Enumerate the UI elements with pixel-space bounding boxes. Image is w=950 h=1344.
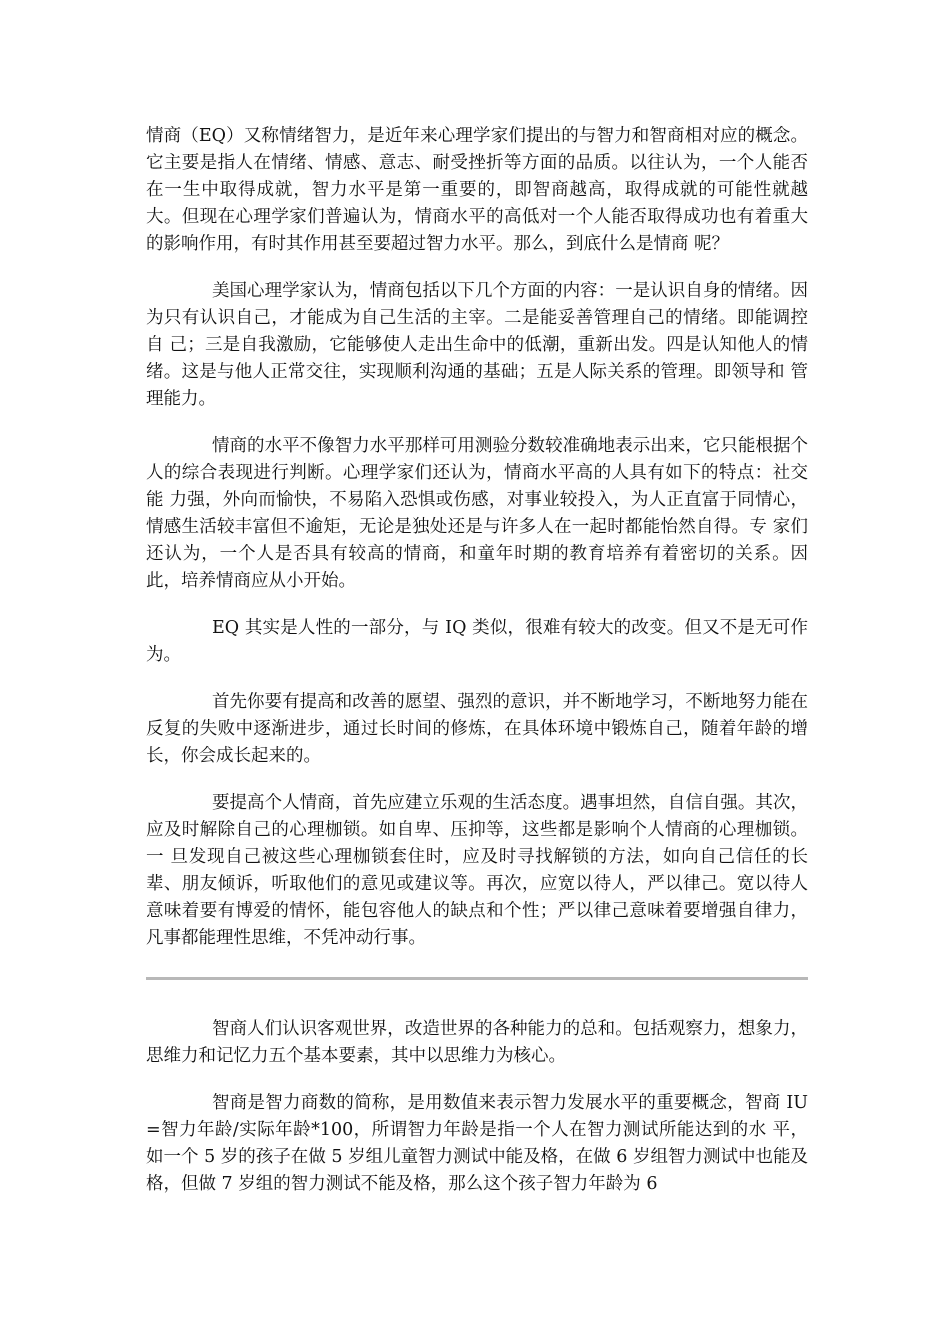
- paragraph-eq-components: 美国心理学家认为，情商包括以下几个方面的内容：一是认识自身的情绪。因为只有认识自己，才能成为自己生活的主宰。二是能妥善管理自己的情绪。即能调控自 己；三是自我激励，它能够使人走出生命中的低潮，重新出发。四是认知他人的情绪。这是与他人正常交往，实现顺利沟通的基础；五是人际关系的管理。即领导和 管理能力。: [146, 281, 808, 409]
- paragraph-iq-definition: 智商人们认识客观世界，改造世界的各种能力的总和。包括观察力，想象力，思维力和记忆力五个基本要素，其中以思维力为核心。: [146, 1019, 808, 1066]
- paragraph-eq-nature: EQ 其实是人性的一部分，与 IQ 类似，很难有较大的改变。但又不是无可作为。: [146, 618, 808, 665]
- paragraph-eq-traits: 情商的水平不像智力水平那样可用测验分数较准确地表示出来，它只能根据个人的综合表现进行判断。心理学家们还认为，情商水平高的人具有如下的特点：社交能 力强，外向而愉快，不易陷入恐惧或伤感，对事业较投入，为人正直富于同情心，情感生活较丰富但不逾矩，无论是独处还是与许多人在一起时都能怡然自得。专 家们还认为，一个人是否具有较高的情商，和童年时期的教育培养有着密切的关系。因此，培养情商应从小开始。: [146, 436, 808, 591]
- paragraph-eq-improvement: 首先你要有提高和改善的愿望、强烈的意识，并不断地学习，不断地努力能在反复的失败中逐渐进步，通过长时间的修炼，在具体环境中锻炼自己，随着年龄的增长，你会成长起来的。: [146, 692, 808, 766]
- document-body: [146, 123, 808, 1198]
- paragraph-iq-formula: 智商是智力商数的简称，是用数值来表示智力发展水平的重要概念，智商 IU=智力年龄/实际年龄*100，所谓智力年龄是指一个人在智力测试所能达到的水 平，如一个 5 岁的孩子在做 5 岁组儿童智力测试中能及格，在做 6 岁组智力测试中也能及格，但做 7 岁组的智力测试不能及格，那么这个孩子智力年龄为 6: [146, 1093, 808, 1194]
- paragraph-eq-definition: 情商（EQ）又称情绪智力，是近年来心理学家们提出的与智力和智商相对应的概念。它主要是指人在情绪、情感、意志、耐受挫折等方面的品质。以往认为，一个人能否在一生中取得成就，智力水平是第一重要的，即智商越高，取得成就的可能性就越大。但现在心理学家们普遍认为，情商水平的高低对一个人能否取得成功也有着重大的影响作用，有时其作用甚至要超过智力水平。那么，到底什么是情商 呢？: [146, 126, 808, 254]
- paragraph-eq-methods: 要提高个人情商，首先应建立乐观的生活态度。遇事坦然，自信自强。其次，应及时解除自己的心理枷锁。如自卑、压抑等，这些都是影响个人情商的心理枷锁。一 旦发现自己被这些心理枷锁套住时，应及时寻找解锁的方法，如向自己信任的长辈、朋友倾诉，听取他们的意见或建议等。再次，应宽以待人，严以律己。宽以待人 意味着要有博爱的情怀，能包容他人的缺点和个性；严以律己意味着要增强自律力，凡事都能理性思维，不凭冲动行事。: [146, 793, 808, 948]
